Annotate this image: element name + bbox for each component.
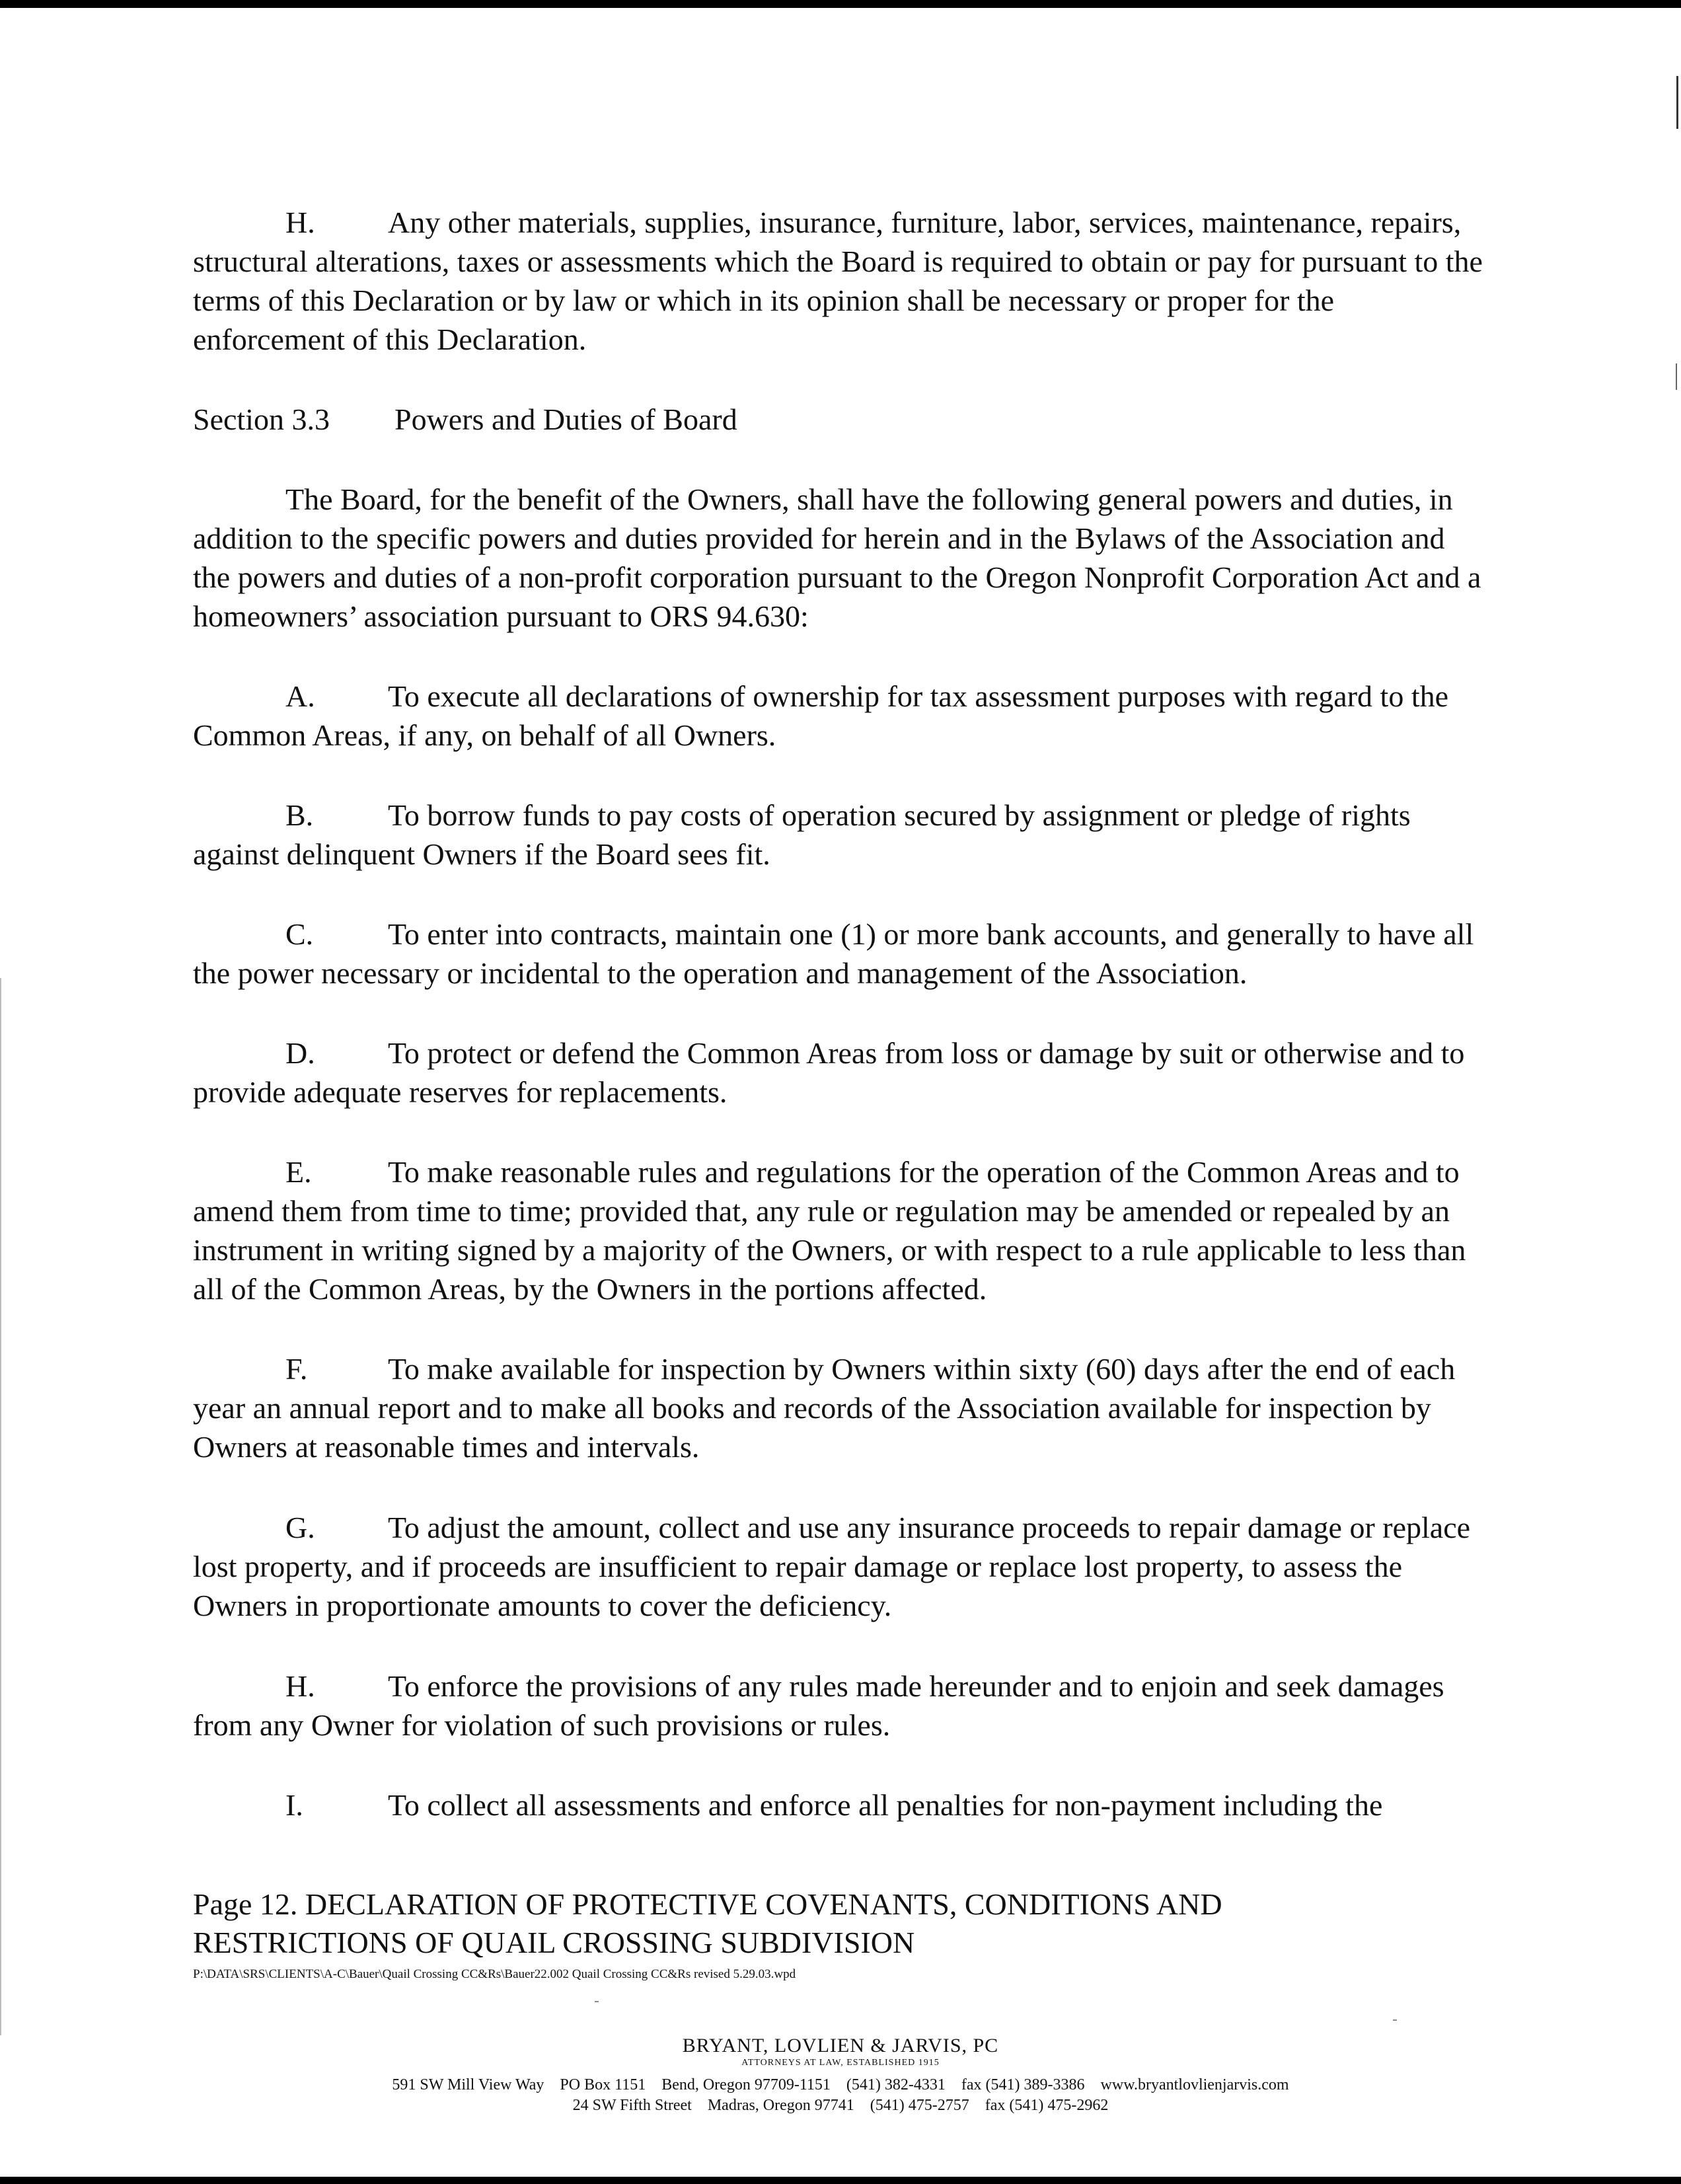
scan-mark-right-lower xyxy=(1676,363,1677,390)
item-letter: E. xyxy=(285,1155,312,1189)
intro-paragraph: The Board, for the benefit of the Owners, shall have the following general powers and duties, in addition to the specific powers and duties provided for herein and in the Bylaws of the Association and the powers and duties of a non-profit corporation pursuant to the Oregon Nonprofit Corporation Act and a homeowners’ association pursuant to ORS 94.630: xyxy=(193,482,1481,633)
item-text: To enforce the provisions of any rules made hereunder and to enjoin and seek damages from any Owner for violation of such provisions or rules. xyxy=(193,1669,1444,1742)
item-text: To adjust the amount, collect and use any insurance proceeds to repair damage or replace lost property, and if proceeds are insufficient to repair damage or replace lost property, to assess the Owners in proportionate amounts to cover the deficiency. xyxy=(193,1511,1471,1622)
section-title: Powers and Duties of Board xyxy=(394,402,737,436)
item-text: Any other materials, supplies, insurance, furniture, labor, services, maintenance, repairs, structural alterations, taxes or assessments which the Board is required to obtain or pay for pursuant to the terms of this Declaration or by law or which in its opinion shall be necessary or proper for the enforcement of this Declaration. xyxy=(193,206,1483,356)
list-item xyxy=(193,1508,1488,1625)
letterhead-address-madras: 24 SW Fifth Street Madras, Oregon 97741 (541) 475-2757 fax (541) 475-2962 xyxy=(572,2097,1109,2114)
footer-title-line-1: Page 12. DECLARATION OF PROTECTIVE COVENANTS, CONDITIONS AND xyxy=(193,1887,1222,1921)
footer-title xyxy=(193,1885,1488,1962)
footer-title-line-2: RESTRICTIONS OF QUAIL CROSSING SUBDIVISION xyxy=(193,1926,915,1959)
list-item xyxy=(193,1034,1488,1111)
item-letter: B. xyxy=(285,798,314,832)
list-item xyxy=(193,1667,1488,1745)
list-item xyxy=(193,796,1488,874)
item-letter: A. xyxy=(285,679,315,713)
scan-edge-top xyxy=(0,0,1681,8)
footer-file-path: P:\DATA\SRS\CLIENTS\A-C\Bauer\Quail Crossing CC&Rs\Bauer22.002 Quail Crossing CC&Rs revised 5.29.03.wpd xyxy=(193,1967,796,1981)
list-item xyxy=(193,1349,1488,1466)
section-heading xyxy=(193,400,737,439)
letterhead-firm-name: BRYANT, LOVLIEN & JARVIS, PC xyxy=(682,2035,999,2056)
letterhead-address-bend: 591 SW Mill View Way PO Box 1151 Bend, Oregon 97709-1151 (541) 382-4331 fax (541) 389-3386 www.bryantlovlienjarvis.com xyxy=(392,2076,1289,2093)
item-text: To make reasonable rules and regulations for the operation of the Common Areas and to amend them from time to time; provided that, any rule or regulation may be amended or repealed by an instrument in writing signed by a majority of the Owners, or with respect to a rule applicable to less than all of the Common Areas, by the Owners in the portions affected. xyxy=(193,1155,1466,1306)
scan-dust xyxy=(1393,2019,1397,2021)
scan-edge-bottom xyxy=(0,2177,1681,2184)
item-text: To collect all assessments and enforce all penalties for non-payment including the xyxy=(388,1788,1383,1822)
section-number: Section 3.3 xyxy=(193,402,330,436)
scan-dust xyxy=(595,2001,599,2002)
item-text: To borrow funds to pay costs of operation secured by assignment or pledge of rights against delinquent Owners if the Board sees fit. xyxy=(193,798,1411,871)
list-item xyxy=(193,1786,1488,1825)
item-text: To execute all declarations of ownership for tax assessment purposes with regard to the Common Areas, if any, on behalf of all Owners. xyxy=(193,679,1449,752)
list-item xyxy=(193,915,1488,993)
item-letter: D. xyxy=(285,1036,315,1070)
item-letter: H. xyxy=(285,206,315,239)
list-item xyxy=(193,1152,1488,1308)
item-letter: H. xyxy=(285,1669,315,1703)
item-text: To make available for inspection by Owners within sixty (60) days after the end of each year an annual report and to make all books and records of the Association available for inspection by Owners at reasonable times and intervals. xyxy=(193,1352,1456,1464)
scan-mark-right xyxy=(1676,76,1678,129)
paragraph-prev-h xyxy=(193,203,1488,359)
item-letter: I. xyxy=(285,1788,303,1822)
item-letter: F. xyxy=(285,1352,308,1386)
item-text: To enter into contracts, maintain one (1) or more bank accounts, and generally to have all the power necessary or incidental to the operation and management of the Association. xyxy=(193,917,1474,990)
letterhead-tagline: ATTORNEYS AT LAW, ESTABLISHED 1915 xyxy=(741,2058,940,2068)
list-item xyxy=(193,677,1488,755)
item-letter: G. xyxy=(285,1511,315,1544)
item-text: To protect or defend the Common Areas from loss or damage by suit or otherwise and to provide adequate reserves for replacements. xyxy=(193,1036,1465,1109)
scan-edge-left xyxy=(0,978,1,2035)
item-letter: C. xyxy=(285,917,314,951)
